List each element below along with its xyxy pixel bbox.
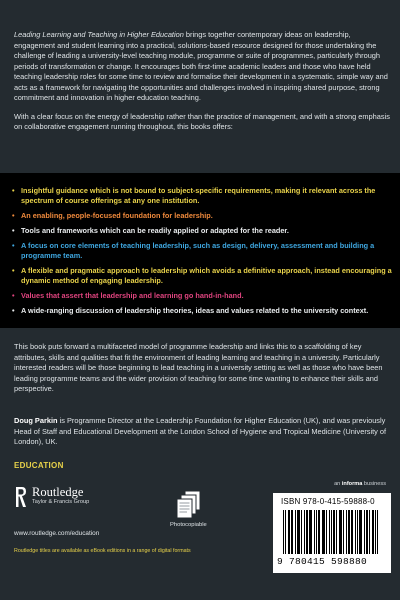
highlight-text: A focus on core elements of teaching leadership, such as design, delivery, assessment and building a programme team. [21,240,375,261]
highlight-text: A flexible and pragmatic approach to leadership which avoids a definitive approach, instead encouraging a dynamic method of engaging leadership. [21,266,392,286]
highlight-text: Tools and frameworks which can be readily applied or adapted for the reader. [21,226,289,236]
intro-paragraph-2: With a clear focus on the energy of leadership rather than the practice of management, and with a strong emphasis on collaborative engagement running throughout, this books offers: [14,111,390,131]
author-bio-text: is Programme Director at the Leadership Foundation for Higher Education (UK), and was previously Head of Staff and Educational Development at the London School of Hygiene and Tropical Medicine (University of London), UK. [14,416,387,447]
informa-suffix: business [362,481,386,487]
bullet-dot: • [12,291,15,301]
bullet-dot: • [12,240,15,250]
bullet-dot: • [12,266,15,276]
barcode-panel [273,493,391,573]
highlight-item [12,291,392,301]
barcode-digits: 9 780415 598880 [277,556,368,567]
intro-paragraph-1 [14,30,390,104]
informa-prefix: an [334,481,342,487]
bullet-dot: • [12,211,15,221]
publisher-name: Routledge [32,485,84,499]
highlight-item [12,241,392,262]
description-text [14,342,390,395]
intro-text [14,30,390,141]
highlight-item [12,186,392,207]
highlight-text: Values that assert that leadership and learning go hand-in-hand. [21,291,244,301]
bullet-dot: • [12,186,15,195]
bullet-dot: • [12,306,15,316]
book-title: Leading Learning and Teaching in Higher Education [14,30,184,39]
photocopiable-label: Photocopiable [170,522,207,528]
bullet-dot: • [12,226,15,236]
highlight-item [12,211,392,221]
description-paragraph: This book puts forward a multifaceted model of programme leadership and links this to a scaffolding of key attributes, skills and qualities that fit the environment of leading learning and teaching in a university. Particularly interested readers will be those beginning to lead teaching in a university setting as well as those who have been leading programme teams and the wider provision of teaching for some time wanting to enhance their skills and perspective. [14,342,383,394]
highlights-list [12,186,392,321]
informa-brand: informa [341,481,363,487]
intro-paragraph-1-text: brings together contemporary ideas on leadership, engagement and student learning into a practical, solutions-based resource designed for those undertaking the challenge of leading a university-level teaching module, programme or suite of programmes, particularly through periods of transformation or change. It encourages both first-time academic leaders and those who have held teaching leadership roles for some time to review and formalise their development in a systematic, simple way and acts as a framework for navigating the opportunities and challenges involved in inspiring shared purpose, strong commitment and innovation in higher education teaching. [14,30,388,102]
highlight-text: An enabling, people-focused foundation for leadership. [21,211,213,221]
routledge-r-logo-icon [14,485,28,509]
publisher-url[interactable]: www.routledge.com/education [14,530,100,537]
photocopiable-badge [170,490,214,528]
highlight-text: Insightful guidance which is not bound to subject-specific requirements, making it relevant across the spectrum of course offerings at any one institution. [21,186,376,206]
barcode-icon [283,510,381,556]
highlight-text: A wide-ranging discussion of leadership theories, ideas and values related to the university context. [21,306,369,316]
isbn-label: ISBN 978-0-415-59888-0 [281,497,375,506]
highlight-item [12,306,392,316]
informa-business-note [334,481,386,487]
highlight-item [12,226,392,236]
author-bio [14,416,390,448]
highlights-box [0,173,400,328]
highlight-item [12,266,392,287]
photocopy-pages-icon [176,490,202,520]
ebook-note: Routledge titles are available as eBook editions in a range of digital formats [14,548,191,554]
publisher-group: Taylor & Francis Group [32,499,90,505]
author-name: Doug Parkin [14,416,58,425]
category-label: EDUCATION [14,461,64,470]
